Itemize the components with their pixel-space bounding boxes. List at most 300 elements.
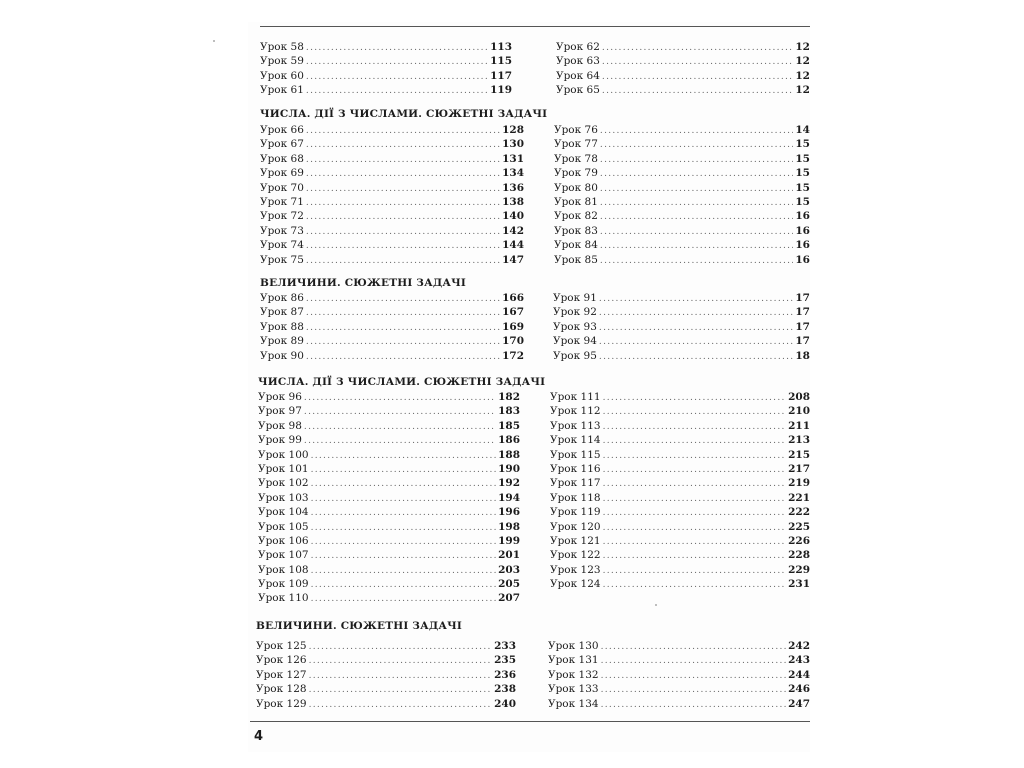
page-ref: 115 [490, 55, 512, 68]
dot-leader [601, 654, 787, 668]
page-ref: 15 [795, 181, 810, 194]
page-ref: 12 [795, 55, 810, 68]
toc-entry[interactable] [556, 54, 810, 68]
toc-entry[interactable] [548, 668, 810, 682]
lesson-label: Урок 58 [260, 41, 304, 53]
page-ref: 15 [795, 138, 810, 151]
lesson-label: Урок 88 [260, 320, 304, 333]
lesson-label: Урок 127 [256, 668, 307, 681]
page-ref: 142 [502, 224, 524, 237]
dot-leader [603, 420, 787, 434]
dot-leader [311, 492, 497, 506]
page-ref: 113 [490, 41, 512, 53]
toc-entry[interactable] [258, 419, 520, 433]
page-ref: 203 [498, 563, 520, 576]
toc-entry[interactable] [553, 305, 810, 319]
page-ref: 210 [788, 405, 810, 418]
toc-entry[interactable] [550, 433, 810, 447]
lesson-label: Урок 118 [550, 491, 601, 504]
dot-leader [599, 335, 793, 349]
lesson-label: Урок 76 [554, 124, 598, 136]
dot-leader [311, 535, 497, 549]
page-ref: 231 [788, 578, 810, 591]
toc-entry[interactable] [260, 209, 524, 223]
lesson-label: Урок 77 [554, 138, 598, 151]
dot-leader [600, 153, 793, 167]
lesson-label: Урок 120 [550, 520, 601, 533]
page-ref: 228 [788, 549, 810, 562]
lesson-label: Урок 125 [256, 640, 307, 652]
dot-leader [306, 84, 488, 98]
toc-entry[interactable] [258, 491, 520, 505]
lesson-label: Урок 107 [258, 549, 309, 562]
toc-entry[interactable] [258, 534, 520, 548]
page-ref: 130 [502, 138, 524, 151]
dot-leader [306, 335, 500, 349]
lesson-label: Урок 94 [553, 335, 597, 348]
page-ref: 144 [502, 239, 524, 252]
dot-leader [306, 239, 500, 253]
page-ref: 18 [795, 349, 810, 362]
toc-entry[interactable] [260, 137, 524, 151]
dot-leader [603, 434, 787, 448]
dot-leader [309, 640, 493, 654]
page-ref: 117 [490, 69, 512, 82]
lesson-label: Урок 109 [258, 578, 309, 591]
toc-entry[interactable] [554, 152, 810, 166]
toc-column-left [256, 639, 516, 711]
page-ref: 188 [498, 448, 520, 461]
dot-leader [306, 306, 500, 320]
toc-entry[interactable] [554, 238, 810, 252]
dot-leader [311, 463, 497, 477]
toc-entry[interactable] [554, 224, 810, 238]
lesson-label: Урок 99 [258, 434, 302, 447]
page-ref: 147 [502, 253, 524, 266]
lesson-label: Урок 96 [258, 391, 302, 403]
toc-entry[interactable] [550, 534, 810, 548]
toc-page [248, 22, 810, 752]
toc-entry[interactable] [550, 390, 810, 404]
lesson-label: Урок 110 [258, 592, 309, 605]
lesson-label: Урок 114 [550, 434, 601, 447]
lesson-label: Урок 85 [554, 253, 598, 266]
dot-leader [306, 153, 500, 167]
dot-leader [306, 321, 500, 335]
toc-entry[interactable] [256, 697, 516, 711]
dot-leader [306, 292, 500, 306]
dot-leader [603, 405, 787, 419]
toc-column-left [258, 390, 520, 606]
lesson-label: Урок 108 [258, 563, 309, 576]
page-ref: 138 [502, 195, 524, 208]
toc-column-left [260, 40, 512, 98]
toc-entry[interactable] [260, 334, 524, 348]
toc-entry[interactable] [260, 54, 512, 68]
dot-leader [603, 535, 787, 549]
lesson-label: Урок 70 [260, 181, 304, 194]
page-ref: 16 [795, 253, 810, 266]
dot-leader [603, 521, 787, 535]
toc-entry[interactable] [554, 166, 810, 180]
lesson-label: Урок 111 [550, 391, 601, 403]
toc-entry[interactable] [260, 166, 524, 180]
lesson-label: Урок 103 [258, 491, 309, 504]
toc-entry[interactable] [550, 462, 810, 476]
page-ref: 17 [795, 306, 810, 319]
toc-entry[interactable] [260, 195, 524, 209]
lesson-label: Урок 90 [260, 349, 304, 362]
dot-leader [306, 124, 500, 138]
toc-entry[interactable] [550, 404, 810, 418]
page-ref: 215 [788, 448, 810, 461]
dot-leader [601, 669, 787, 683]
toc-entry[interactable] [554, 137, 810, 151]
toc-entry[interactable] [258, 448, 520, 462]
toc-entry[interactable] [258, 520, 520, 534]
toc-entry[interactable] [556, 69, 810, 83]
dot-leader [603, 564, 787, 578]
lesson-label: Урок 59 [260, 55, 304, 68]
toc-entry[interactable] [258, 505, 520, 519]
toc-entry[interactable] [554, 209, 810, 223]
lesson-label: Урок 92 [553, 306, 597, 319]
page-ref: 119 [490, 84, 512, 97]
page-ref: 192 [498, 477, 520, 490]
dot-leader [306, 254, 500, 268]
dot-leader [306, 70, 488, 84]
dot-leader [600, 124, 793, 138]
toc-entry[interactable] [553, 291, 810, 305]
dot-leader [599, 306, 793, 320]
page-ref: 169 [502, 320, 524, 333]
toc-entry[interactable] [550, 419, 810, 433]
dot-leader [600, 225, 793, 239]
toc-entry[interactable] [554, 181, 810, 195]
toc-entry[interactable] [260, 40, 512, 54]
lesson-label: Урок 128 [256, 683, 307, 696]
dot-leader [311, 521, 497, 535]
page-ref: 15 [795, 167, 810, 180]
page-ref: 242 [788, 640, 810, 652]
lesson-label: Урок 71 [260, 195, 304, 208]
dot-leader [600, 196, 793, 210]
dot-leader [306, 196, 500, 210]
section-heading: ВЕЛИЧИНИ. СЮЖЕТНІ ЗАДАЧІ [256, 620, 463, 632]
toc-entry[interactable] [556, 83, 810, 97]
bottom-rule [250, 721, 810, 722]
toc-column-right [554, 123, 810, 267]
toc-entry[interactable] [258, 404, 520, 418]
toc-entry[interactable] [553, 334, 810, 348]
lesson-label: Урок 75 [260, 253, 304, 266]
toc-entry[interactable] [554, 253, 810, 267]
toc-entry[interactable] [258, 433, 520, 447]
dot-leader [311, 477, 497, 491]
lesson-label: Урок 63 [556, 55, 600, 68]
lesson-label: Урок 66 [260, 124, 304, 136]
page-ref: 229 [788, 563, 810, 576]
toc-entry[interactable] [260, 238, 524, 252]
lesson-label: Урок 105 [258, 520, 309, 533]
page-ref: 170 [502, 335, 524, 348]
dot-leader [309, 698, 493, 712]
dot-leader [600, 254, 793, 268]
page-ref: 14 [795, 124, 810, 136]
lesson-label: Урок 95 [553, 349, 597, 362]
toc-column-right [548, 639, 810, 711]
dot-leader [306, 41, 488, 55]
toc-entry[interactable] [550, 505, 810, 519]
lesson-label: Урок 101 [258, 462, 309, 475]
toc-entry[interactable] [556, 40, 810, 54]
lesson-label: Урок 98 [258, 419, 302, 432]
lesson-label: Урок 61 [260, 84, 304, 97]
toc-entry[interactable] [260, 349, 524, 363]
lesson-label: Урок 130 [548, 640, 599, 652]
page-ref: 233 [494, 640, 516, 652]
dot-leader [306, 167, 500, 181]
dot-leader [602, 70, 793, 84]
lesson-label: Урок 124 [550, 578, 601, 591]
lesson-label: Урок 72 [260, 210, 304, 223]
lesson-label: Урок 67 [260, 138, 304, 151]
lesson-label: Урок 78 [554, 152, 598, 165]
page-ref: 17 [795, 320, 810, 333]
page-ref: 16 [795, 224, 810, 237]
page-ref: 205 [498, 578, 520, 591]
top-rule [260, 26, 810, 27]
toc-entry[interactable] [258, 563, 520, 577]
page-ref: 172 [502, 349, 524, 362]
page-ref: 225 [788, 520, 810, 533]
dot-leader [304, 391, 496, 405]
toc-entry[interactable] [553, 349, 810, 363]
lesson-label: Урок 131 [548, 654, 599, 667]
lesson-label: Урок 91 [553, 292, 597, 304]
page-number: 4 [254, 729, 264, 744]
lesson-label: Урок 117 [550, 477, 601, 490]
page-ref: 222 [788, 506, 810, 519]
page-ref: 246 [788, 683, 810, 696]
page-ref: 131 [502, 152, 524, 165]
toc-entry[interactable] [260, 83, 512, 97]
page-ref: 201 [498, 549, 520, 562]
page-ref: 194 [498, 491, 520, 504]
dot-leader [306, 138, 500, 152]
lesson-label: Урок 87 [260, 306, 304, 319]
lesson-label: Урок 62 [556, 41, 600, 53]
dot-leader [602, 41, 793, 55]
dot-leader [304, 434, 496, 448]
toc-entry[interactable] [550, 563, 810, 577]
dot-leader [311, 549, 497, 563]
lesson-label: Урок 119 [550, 506, 601, 519]
page-ref: 15 [795, 152, 810, 165]
lesson-label: Урок 132 [548, 668, 599, 681]
toc-column-right [553, 291, 810, 363]
dot-leader [603, 549, 787, 563]
page-ref: 136 [502, 181, 524, 194]
toc-entry[interactable] [548, 653, 810, 667]
toc-entry[interactable] [260, 181, 524, 195]
toc-entry[interactable] [260, 320, 524, 334]
page-ref: 17 [795, 292, 810, 304]
lesson-label: Урок 115 [550, 448, 601, 461]
dot-leader [304, 405, 496, 419]
dot-leader [603, 391, 787, 405]
lesson-label: Урок 80 [554, 181, 598, 194]
page-ref: 16 [795, 210, 810, 223]
lesson-label: Урок 65 [556, 84, 600, 97]
page-ref: 226 [788, 534, 810, 547]
lesson-label: Урок 83 [554, 224, 598, 237]
toc-entry[interactable] [258, 462, 520, 476]
page-ref: 236 [494, 668, 516, 681]
toc-entry[interactable] [260, 224, 524, 238]
toc-entry[interactable] [550, 448, 810, 462]
page-ref: 12 [795, 69, 810, 82]
page-ref: 12 [795, 84, 810, 97]
toc-entry[interactable] [258, 390, 520, 404]
page-ref: 211 [788, 419, 810, 432]
toc-entry[interactable] [256, 682, 516, 696]
dot-leader [306, 225, 500, 239]
page-ref: 219 [788, 477, 810, 490]
page-ref: 183 [498, 405, 520, 418]
section-heading: ЧИСЛА. ДІЇ З ЧИСЛАМИ. СЮЖЕТНІ ЗАДАЧІ [258, 376, 546, 388]
page-ref: 182 [498, 391, 520, 403]
lesson-label: Урок 79 [554, 167, 598, 180]
toc-entry[interactable] [260, 291, 524, 305]
dot-leader [599, 292, 793, 306]
toc-entry[interactable] [260, 69, 512, 83]
page-ref: 221 [788, 491, 810, 504]
dot-leader [306, 210, 500, 224]
dot-leader [603, 506, 787, 520]
toc-entry[interactable] [554, 123, 810, 137]
page-ref: 199 [498, 534, 520, 547]
dot-leader [306, 182, 500, 196]
lesson-label: Урок 84 [554, 239, 598, 252]
dot-leader [603, 449, 787, 463]
page-ref: 213 [788, 434, 810, 447]
scan-speck [213, 40, 215, 42]
dot-leader [600, 210, 793, 224]
dot-leader [601, 683, 787, 697]
toc-entry[interactable] [548, 697, 810, 711]
page-ref: 190 [498, 462, 520, 475]
lesson-label: Урок 123 [550, 563, 601, 576]
page-ref: 243 [788, 654, 810, 667]
page-ref: 166 [502, 292, 524, 304]
lesson-label: Урок 93 [553, 320, 597, 333]
toc-entry[interactable] [260, 152, 524, 166]
toc-entry[interactable] [260, 305, 524, 319]
toc-entry[interactable] [550, 548, 810, 562]
lesson-label: Урок 69 [260, 167, 304, 180]
toc-entry[interactable] [550, 520, 810, 534]
page-ref: 15 [795, 195, 810, 208]
toc-entry[interactable] [260, 123, 524, 137]
lesson-label: Урок 133 [548, 683, 599, 696]
dot-leader [602, 55, 793, 69]
dot-leader [306, 350, 500, 364]
toc-entry[interactable] [258, 548, 520, 562]
dot-leader [309, 669, 493, 683]
toc-entry[interactable] [553, 320, 810, 334]
dot-leader [600, 138, 793, 152]
lesson-label: Урок 113 [550, 419, 601, 432]
toc-column-right [550, 390, 810, 591]
page-ref: 238 [494, 683, 516, 696]
lesson-label: Урок 129 [256, 697, 307, 710]
dot-leader [600, 182, 793, 196]
toc-column-left [260, 291, 524, 363]
dot-leader [311, 578, 497, 592]
toc-entry[interactable] [550, 476, 810, 490]
dot-leader [309, 683, 493, 697]
toc-entry[interactable] [258, 577, 520, 591]
scan-speck [655, 604, 657, 606]
dot-leader [602, 84, 793, 98]
lesson-label: Урок 60 [260, 69, 304, 82]
toc-column-right [556, 40, 810, 98]
lesson-label: Урок 134 [548, 697, 599, 710]
toc-entry[interactable] [548, 639, 810, 653]
page-ref: 198 [498, 520, 520, 533]
lesson-label: Урок 116 [550, 462, 601, 475]
page-ref: 207 [498, 592, 520, 605]
toc-entry[interactable] [258, 591, 520, 605]
page-ref: 247 [788, 697, 810, 710]
toc-entry[interactable] [256, 668, 516, 682]
lesson-label: Урок 97 [258, 405, 302, 418]
toc-entry[interactable] [258, 476, 520, 490]
page-ref: 217 [788, 462, 810, 475]
section-heading: ВЕЛИЧИНИ. СЮЖЕТНІ ЗАДАЧІ [260, 277, 467, 289]
lesson-label: Урок 104 [258, 506, 309, 519]
toc-entry[interactable] [550, 491, 810, 505]
lesson-label: Урок 64 [556, 69, 600, 82]
lesson-label: Урок 68 [260, 152, 304, 165]
toc-entry[interactable] [550, 577, 810, 591]
toc-entry[interactable] [554, 195, 810, 209]
lesson-label: Урок 122 [550, 549, 601, 562]
page-ref: 140 [502, 210, 524, 223]
dot-leader [311, 449, 497, 463]
page-ref: 208 [788, 391, 810, 403]
dot-leader [603, 463, 787, 477]
page-ref: 167 [502, 306, 524, 319]
toc-entry[interactable] [260, 253, 524, 267]
dot-leader [600, 167, 793, 181]
page-ref: 134 [502, 167, 524, 180]
dot-leader [311, 506, 497, 520]
lesson-label: Урок 73 [260, 224, 304, 237]
page-ref: 235 [494, 654, 516, 667]
dot-leader [311, 564, 497, 578]
page-ref: 240 [494, 697, 516, 710]
lesson-label: Урок 81 [554, 195, 598, 208]
lesson-label: Урок 121 [550, 534, 601, 547]
page-ref: 185 [498, 419, 520, 432]
toc-entry[interactable] [256, 639, 516, 653]
toc-entry[interactable] [256, 653, 516, 667]
toc-entry[interactable] [548, 682, 810, 696]
lesson-label: Урок 89 [260, 335, 304, 348]
toc-column-left [260, 123, 524, 267]
